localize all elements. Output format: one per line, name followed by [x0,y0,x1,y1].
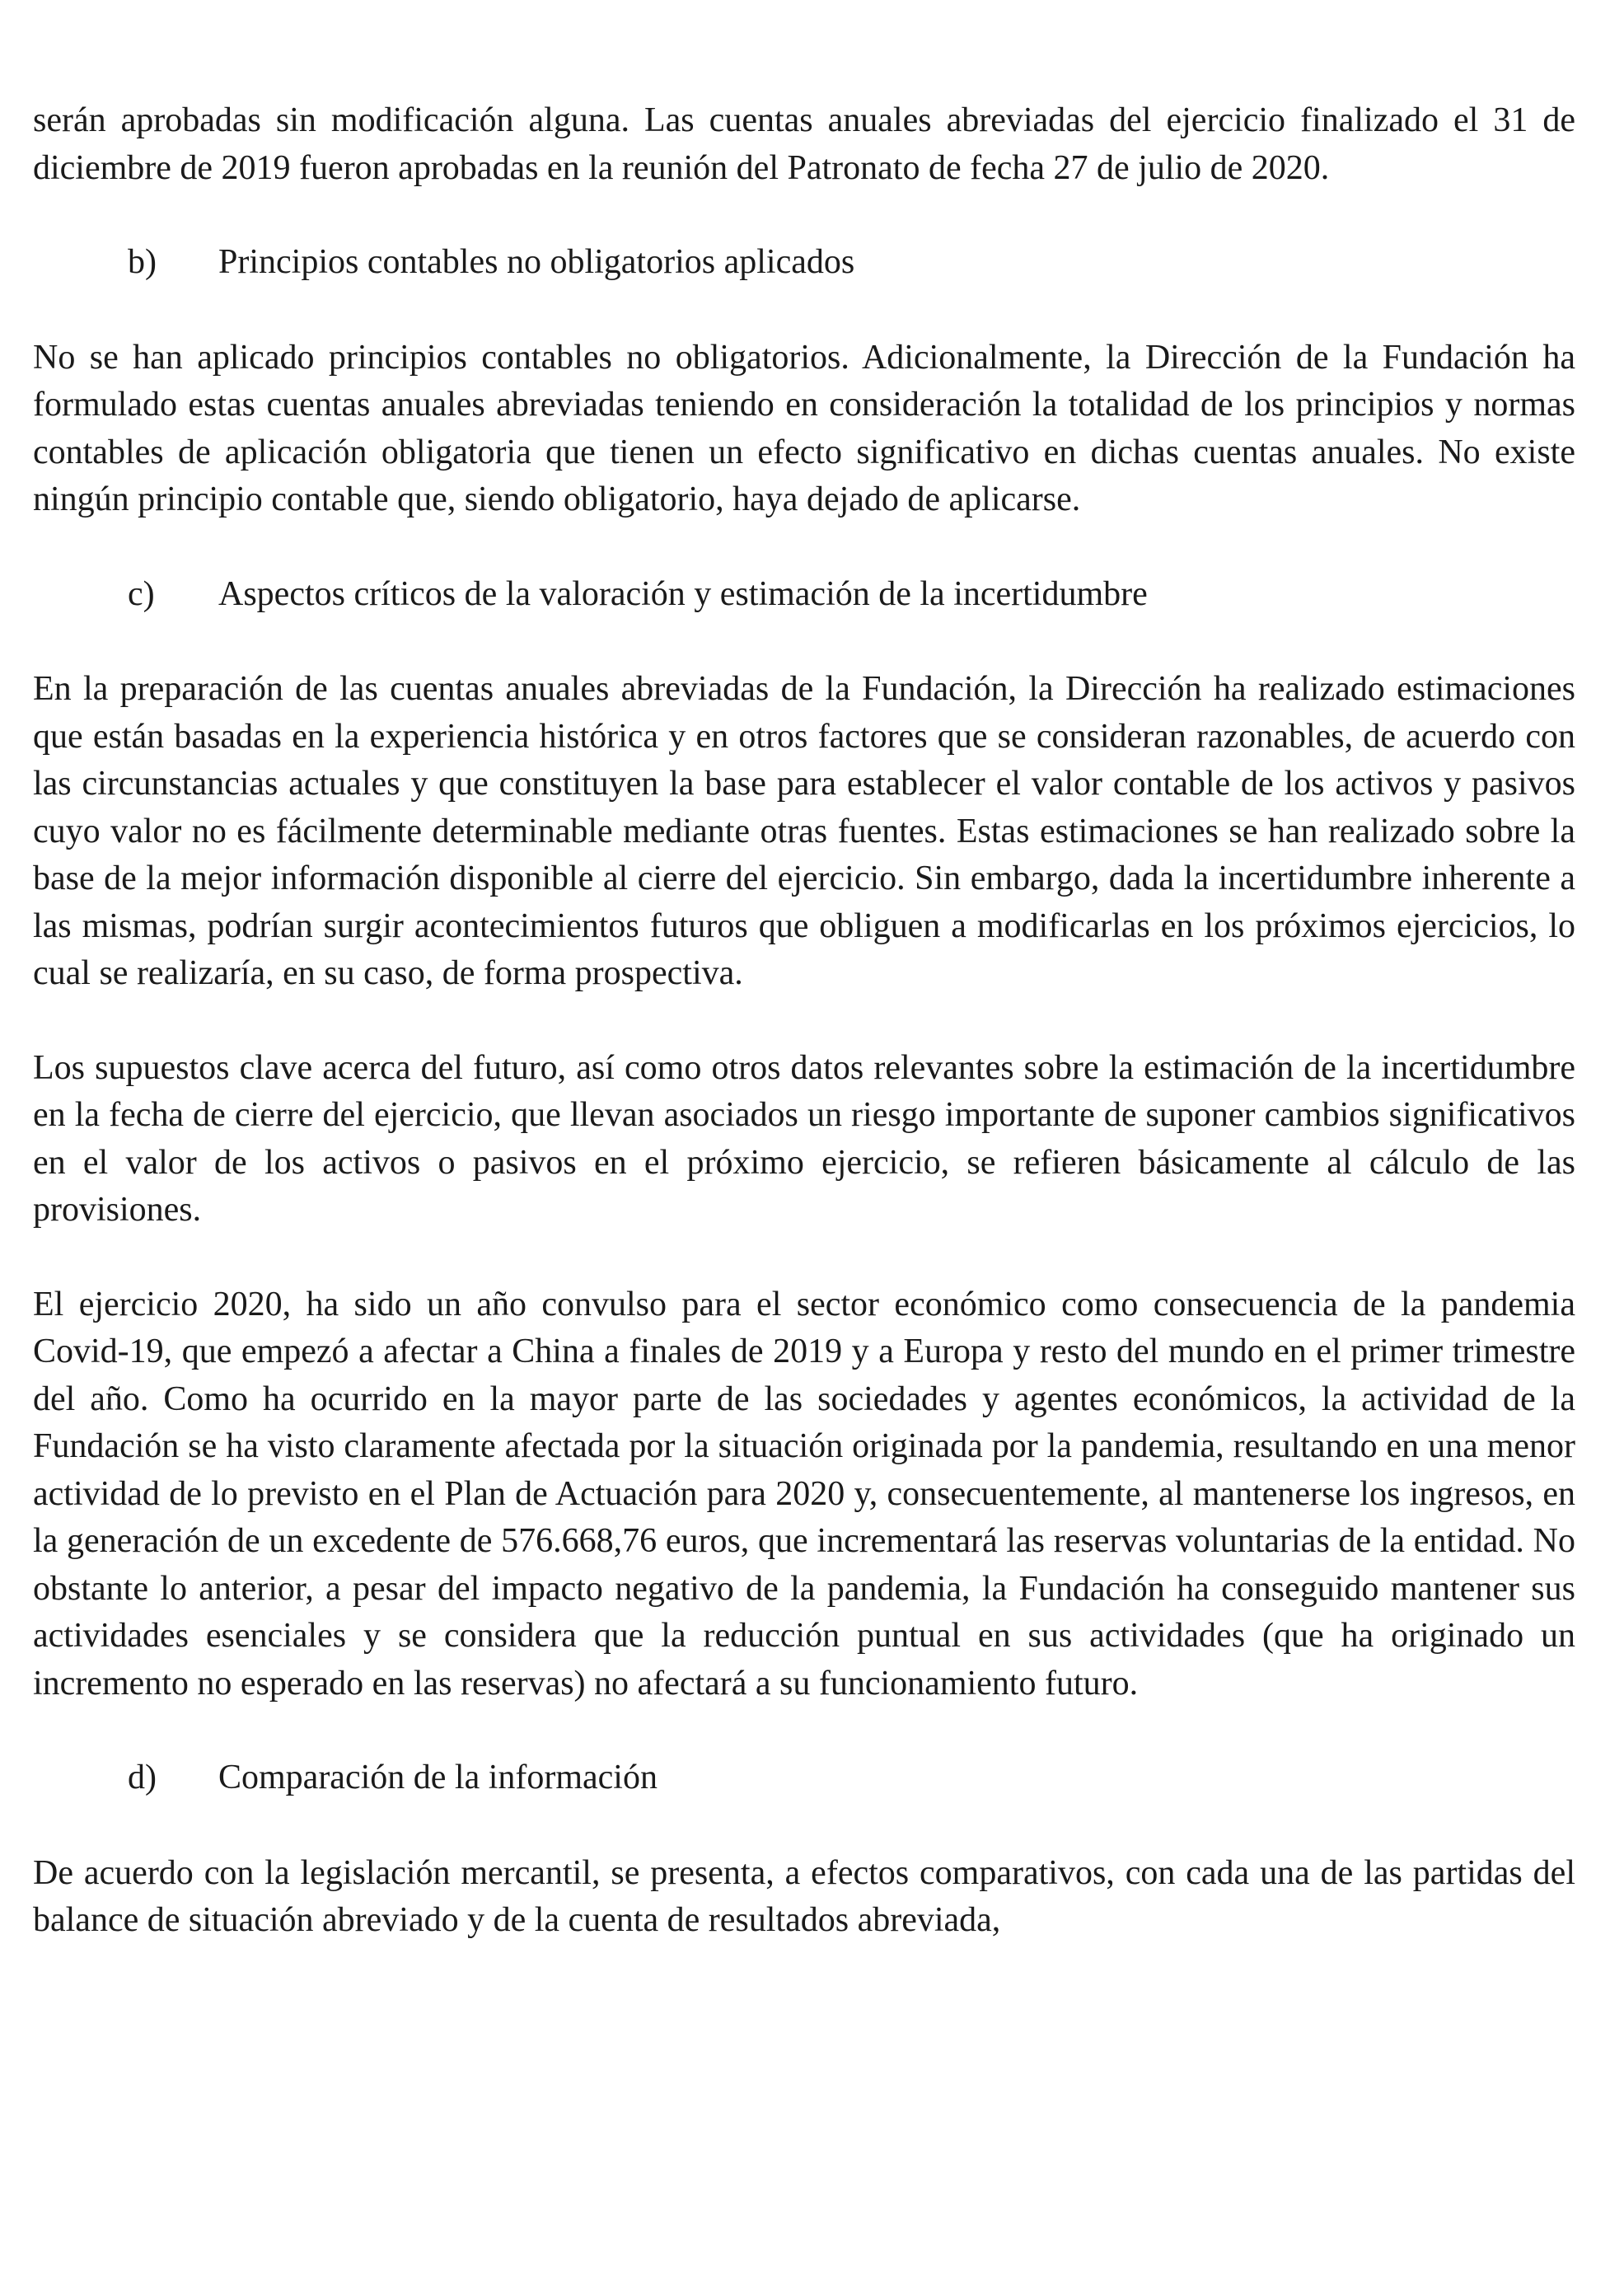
section-title: Comparación de la información [218,1759,658,1796]
section-title: Aspectos críticos de la valoración y estimación de la incertidumbre [218,574,1148,613]
paragraph-key-assumptions: Los supuestos clave acerca del futuro, así como otros datos relevantes sobre la estimación de la incertidumbre en la fecha de cierre del ejercicio, que llevan asociados un riesgo importante de suponer cambios significativos en el valor de los activos o pasivos en el próximo ejercicio, se refieren básicamente al cálculo de las provisiones. [33,1048,1575,1229]
paragraph-comparison: De acuerdo con la legislación mercantil, se presenta, a efectos comparativos, con cada una de las partidas del balance de situación abreviado y de la cuenta de resultados abreviada, [33,1853,1575,1939]
paragraph-approval: serán aprobadas sin modificación alguna. Las cuentas anuales abreviadas del ejercicio finalizado el 31 de diciembre de 2019 fueron aprobadas en la reunión del Patronato de fecha 27 de julio de 2020. [33,101,1575,187]
section-letter: b) [128,243,157,281]
section-title: Principios contables no obligatorios aplicados [218,243,855,281]
section-heading-d [33,1754,1575,1802]
section-heading-c [33,571,1575,619]
paragraph-estimates: En la preparación de las cuentas anuales abreviadas de la Fundación, la Dirección ha realizado estimaciones que están basadas en la experiencia histórica y en otros factores que se consideran razonables, de acuerdo con las circunstancias actuales y que constituyen la base para establecer el valor contable de los activos y pasivos cuyo valor no es fácilmente determinable mediante otras fuentes. Estas estimaciones se han realizado sobre la base de la mejor información disponible al cierre del ejercicio. Sin embargo, dada la incertidumbre inherente a las mismas, podrían surgir acontecimientos futuros que obliguen a modificarlas en los próximos ejercicios, lo cual se realizaría, en su caso, de forma prospectiva. [33,670,1575,992]
section-letter: c) [128,574,155,613]
section-letter: d) [128,1759,157,1796]
document-page [33,97,1575,1945]
section-heading-b [33,239,1575,287]
paragraph-principles: No se han aplicado principios contables no obligatorios. Adicionalmente, la Dirección de la Fundación ha formulado estas cuentas anuales abreviadas teniendo en consideración la totalidad de los principios y normas contables de aplicación obligatoria que tienen un efecto significativo en dichas cuentas anuales. No existe ningún principio contable que, siendo obligatorio, haya dejado de aplicarse. [33,338,1575,518]
paragraph-covid: El ejercicio 2020, ha sido un año convulso para el sector económico como consecuencia de la pandemia Covid-19, que empezó a afectar a China a finales de 2019 y a Europa y resto del mundo en el primer trimestre del año. Como ha ocurrido en la mayor parte de las sociedades y agentes económicos, la actividad de la Fundación se ha visto claramente afectada por la situación originada por la pandemia, resultando en una menor actividad de lo previsto en el Plan de Actuación para 2020 y, consecuentemente, al mantenerse los ingresos, en la generación de un excedente de 576.668,76 euros, que incrementará las reservas voluntarias de la entidad. No obstante lo anterior, a pesar del impacto negativo de la pandemia, la Fundación ha conseguido mantener sus actividades esenciales y se considera que la reducción puntual en sus actividades (que ha originado un incremento no esperado en las reservas) no afectará a su funcionamiento futuro. [33,1285,1575,1703]
